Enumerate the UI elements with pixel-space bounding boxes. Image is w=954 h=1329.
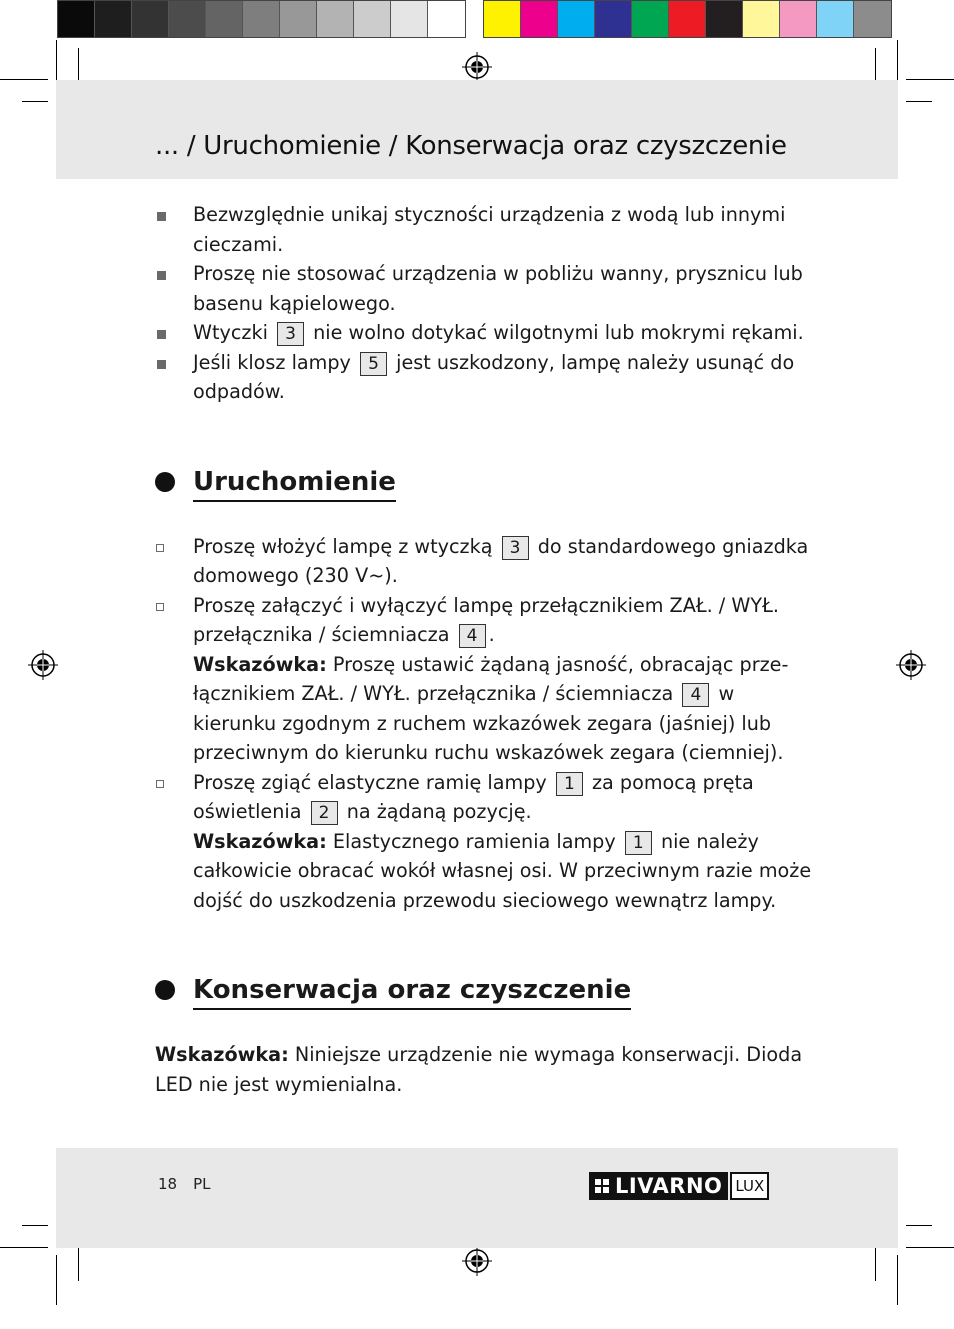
registration-mark-icon [896, 650, 926, 680]
crop-mark [906, 101, 932, 102]
crop-mark [906, 79, 954, 80]
registration-mark-icon [462, 52, 492, 82]
bullet-text: Bezwzględnie unikaj styczności urządzenia z wodą lub innymi cieczami. [193, 203, 786, 256]
crop-mark [22, 101, 48, 102]
section-heading-maintenance [155, 973, 815, 1010]
step-text: Proszę zgiąć elastyczne ramię lampy [193, 770, 547, 794]
section-heading-startup [155, 465, 815, 502]
gray-swatch [95, 1, 132, 37]
list-item [155, 768, 815, 916]
gray-swatch [317, 1, 354, 37]
color-swatch [484, 1, 521, 37]
color-swatch [521, 1, 558, 37]
section-bullet-icon [155, 980, 175, 1000]
color-swatch [669, 1, 706, 37]
crop-mark [56, 1255, 57, 1305]
note-label: Wskazówka: [193, 652, 327, 676]
gray-swatch [206, 1, 243, 37]
page-number: 18 [158, 1175, 178, 1193]
note-text: nie należy całkowicie obracać wokół własnej osi. W przeciwnym razie może dojść do uszkodzenia przewodu sieciowego wewnątrz lampy. [193, 829, 812, 912]
step-text: za pomocą pręta oświetlenia [193, 770, 754, 823]
gray-swatch [428, 1, 465, 37]
gray-swatch [354, 1, 391, 37]
color-swatch [706, 1, 743, 37]
crop-mark [56, 40, 57, 85]
brand-name: LIVARNO [615, 1174, 723, 1198]
note-text: Proszę ustawić żądaną jasność, obracając przełącznikiem ZAŁ. / WYŁ. przełącznika / ściemniacza [193, 652, 789, 705]
registration-mark-icon [28, 650, 58, 680]
color-swatch [854, 1, 891, 37]
list-item [155, 591, 815, 768]
footer-band [56, 1148, 898, 1248]
brand-suffix: LUX [730, 1172, 769, 1200]
color-swatch-bar [483, 0, 892, 38]
color-swatch [595, 1, 632, 37]
step-text: Proszę włożyć lampę z wtyczką [193, 534, 493, 558]
list-item [155, 532, 815, 591]
gray-swatch [169, 1, 206, 37]
gray-swatch [391, 1, 428, 37]
color-swatch [743, 1, 780, 37]
part-reference-badge: 4 [459, 624, 486, 648]
gray-swatch [280, 1, 317, 37]
list-item [155, 200, 815, 259]
section-heading-text: Konserwacja oraz czyszczenie [193, 973, 631, 1010]
main-content [155, 200, 815, 1099]
part-reference-badge: 3 [277, 322, 304, 346]
crop-mark [78, 1245, 79, 1281]
bullet-text: Wtyczki [193, 321, 268, 344]
crop-mark [897, 1255, 898, 1305]
registration-mark-icon [462, 1246, 492, 1276]
list-item [155, 259, 815, 318]
section-bullet-icon [155, 472, 175, 492]
crop-mark [906, 1225, 932, 1226]
header-band [56, 80, 898, 179]
part-reference-badge: 4 [682, 683, 709, 707]
crop-mark [897, 40, 898, 85]
bullet-text: Jeśli klosz lampy [193, 350, 351, 374]
list-item [155, 348, 815, 407]
brand-grid-icon [595, 1179, 609, 1193]
color-swatch [558, 1, 595, 37]
bullet-text: Proszę nie stosować urządzenia w pobliżu wanny, prysznicu lub basenu kąpielowego. [193, 262, 803, 315]
crop-mark [0, 1247, 48, 1248]
step-text: do standardowego gniazdka domowego (230 V~). [193, 534, 809, 587]
note-text: w kierunku zgodnym z ruchem wzkazówek zegara (jaśniej) lub przeciwnym do kierunku ruchu wskazówek zegara (ciemniej). [193, 682, 784, 764]
color-swatch [632, 1, 669, 37]
crop-mark [22, 1225, 48, 1226]
note-label: Wskazówka: [193, 829, 327, 853]
note-label: Wskazówka: [155, 1043, 289, 1066]
startup-step-list [155, 532, 815, 916]
gray-swatch [58, 1, 95, 37]
bullet-text: jest uszkodzony, lampę należy usunąć do odpadów. [193, 350, 795, 403]
language-code: PL [193, 1175, 211, 1193]
page-title: ... / Uruchomienie / Konserwacja oraz czyszczenie [155, 131, 787, 161]
part-reference-badge: 5 [360, 352, 387, 376]
step-text: Proszę załączyć i wyłączyć lampę przełącznikiem ZAŁ. / WYŁ. przełącznika / ściemniacza [193, 593, 779, 646]
brand-logo [589, 1172, 769, 1200]
maintenance-note [155, 1040, 815, 1099]
crop-mark [906, 1247, 954, 1248]
crop-mark [875, 1245, 876, 1281]
crop-mark [0, 79, 48, 80]
note-text: Elastycznego ramienia lampy [332, 829, 616, 853]
gray-swatch-bar [57, 0, 466, 38]
gray-swatch [243, 1, 280, 37]
step-text: . [488, 623, 495, 646]
color-swatch [780, 1, 817, 37]
part-reference-badge: 3 [502, 536, 529, 560]
safety-bullet-list [155, 200, 815, 407]
brand-logo-main [589, 1172, 728, 1200]
list-item [155, 318, 815, 348]
part-reference-badge: 2 [311, 801, 338, 825]
color-swatch [817, 1, 854, 37]
part-reference-badge: 1 [556, 772, 583, 796]
gray-swatch [132, 1, 169, 37]
note-text: Niniejsze urządzenie nie wymaga konserwacji. Dioda LED nie jest wymienialna. [155, 1043, 803, 1096]
page-footer [158, 1175, 227, 1193]
note-block [193, 650, 815, 768]
section-heading-text: Uruchomienie [193, 465, 396, 502]
bullet-text: nie wolno dotykać wilgotnymi lub mokrymi rękami. [313, 321, 804, 344]
note-block [193, 827, 815, 916]
part-reference-badge: 1 [625, 831, 652, 855]
step-text: na żądaną pozycję. [346, 800, 532, 823]
